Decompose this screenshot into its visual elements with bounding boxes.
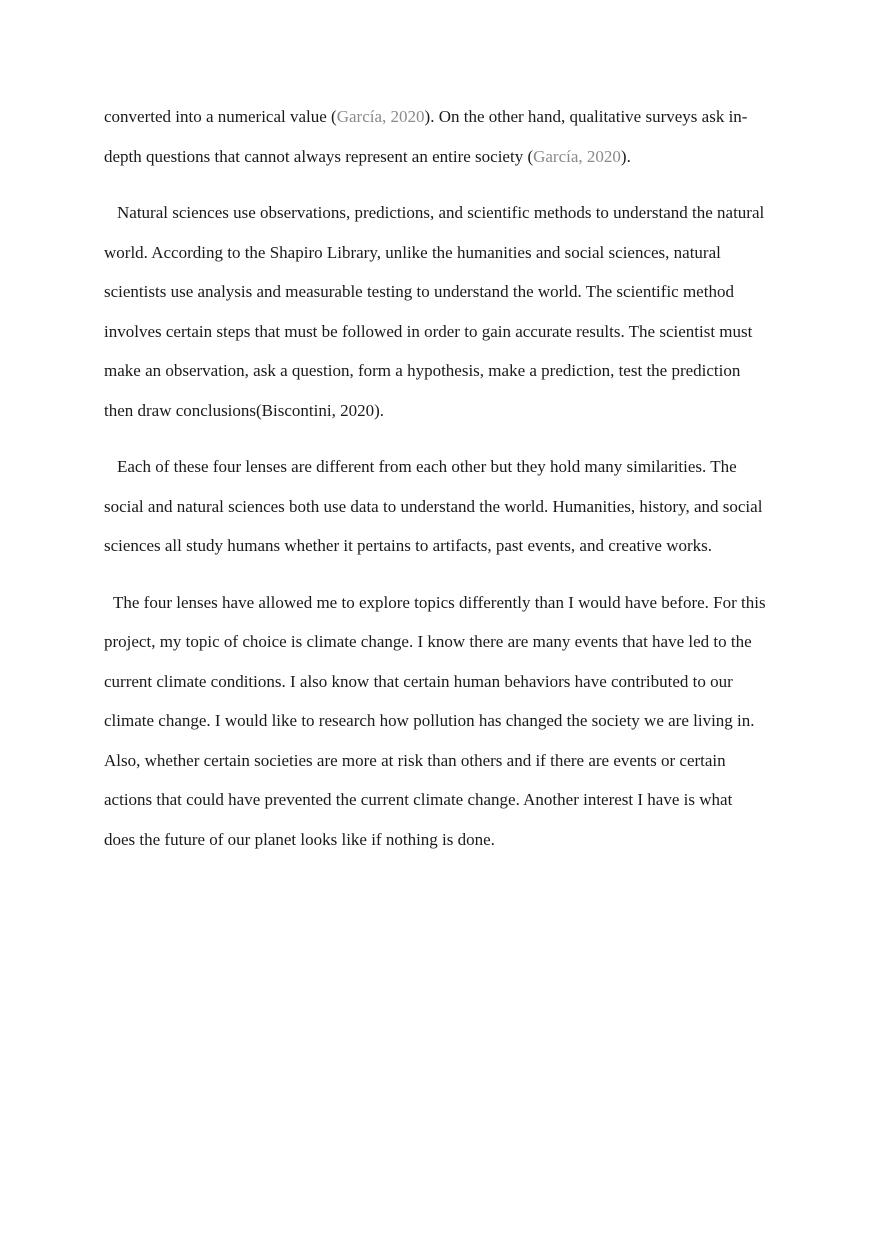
text-line: current climate conditions. I also know that certain human behaviors have contributed to our <box>104 671 733 691</box>
paragraph-four-lenses-comparison <box>104 447 780 566</box>
text-line: actions that could have prevented the current climate change. Another interest I have is what <box>104 790 733 809</box>
text-line <box>104 97 780 137</box>
line-text: ). On the other hand, qualitative surveys ask in- <box>424 107 748 126</box>
text-line: social and natural sciences both use data to understand the world. Humanities, history, and social <box>104 496 763 516</box>
paragraph-spacer <box>104 566 780 583</box>
body-text <box>104 97 780 859</box>
citation: García, 2020 <box>336 107 425 126</box>
paragraph-spacer <box>104 430 780 447</box>
text-line: The four lenses have allowed me to explore topics differently than I would have before. For this <box>113 592 766 612</box>
paragraph-surveys <box>104 97 780 176</box>
paragraph-natural-sciences <box>104 193 780 430</box>
text-line: scientists use analysis and measurable testing to understand the world. The scientific method <box>104 282 734 301</box>
text-line: involves certain steps that must be followed in order to gain accurate results. The scientist must <box>104 321 753 341</box>
paragraph-spacer <box>104 176 780 193</box>
citation: García, 2020 <box>533 146 621 166</box>
text-line: Also, whether certain societies are more at risk than others and if there are events or certain <box>104 750 726 770</box>
line-text: converted into a numerical value ( <box>104 107 337 126</box>
line-text: ). <box>620 146 631 166</box>
text-line: Natural sciences use observations, predictions, and scientific methods to understand the natural <box>117 203 765 222</box>
line-text: depth questions that cannot always represent an entire society ( <box>104 146 534 166</box>
text-line: does the future of our planet looks like if nothing is done. <box>104 829 495 849</box>
text-line: world. According to the Shapiro Library, unlike the humanities and social sciences, natural <box>104 242 721 262</box>
text-line: climate change. I would like to research how pollution has changed the society we are living in. <box>104 711 755 730</box>
text-line: make an observation, ask a question, form a hypothesis, make a prediction, test the prediction <box>104 361 741 380</box>
text-line: sciences all study humans whether it pertains to artifacts, past events, and creative works. <box>104 536 713 555</box>
paragraph-climate-change-topic <box>104 583 780 860</box>
text-line: Each of these four lenses are different from each other but they hold many similarities. The <box>117 457 737 476</box>
text-line: project, my topic of choice is climate change. I know there are many events that have led to the <box>104 632 752 651</box>
text-line: then draw conclusions(Biscontini, 2020). <box>104 400 384 420</box>
text-line <box>104 137 780 177</box>
